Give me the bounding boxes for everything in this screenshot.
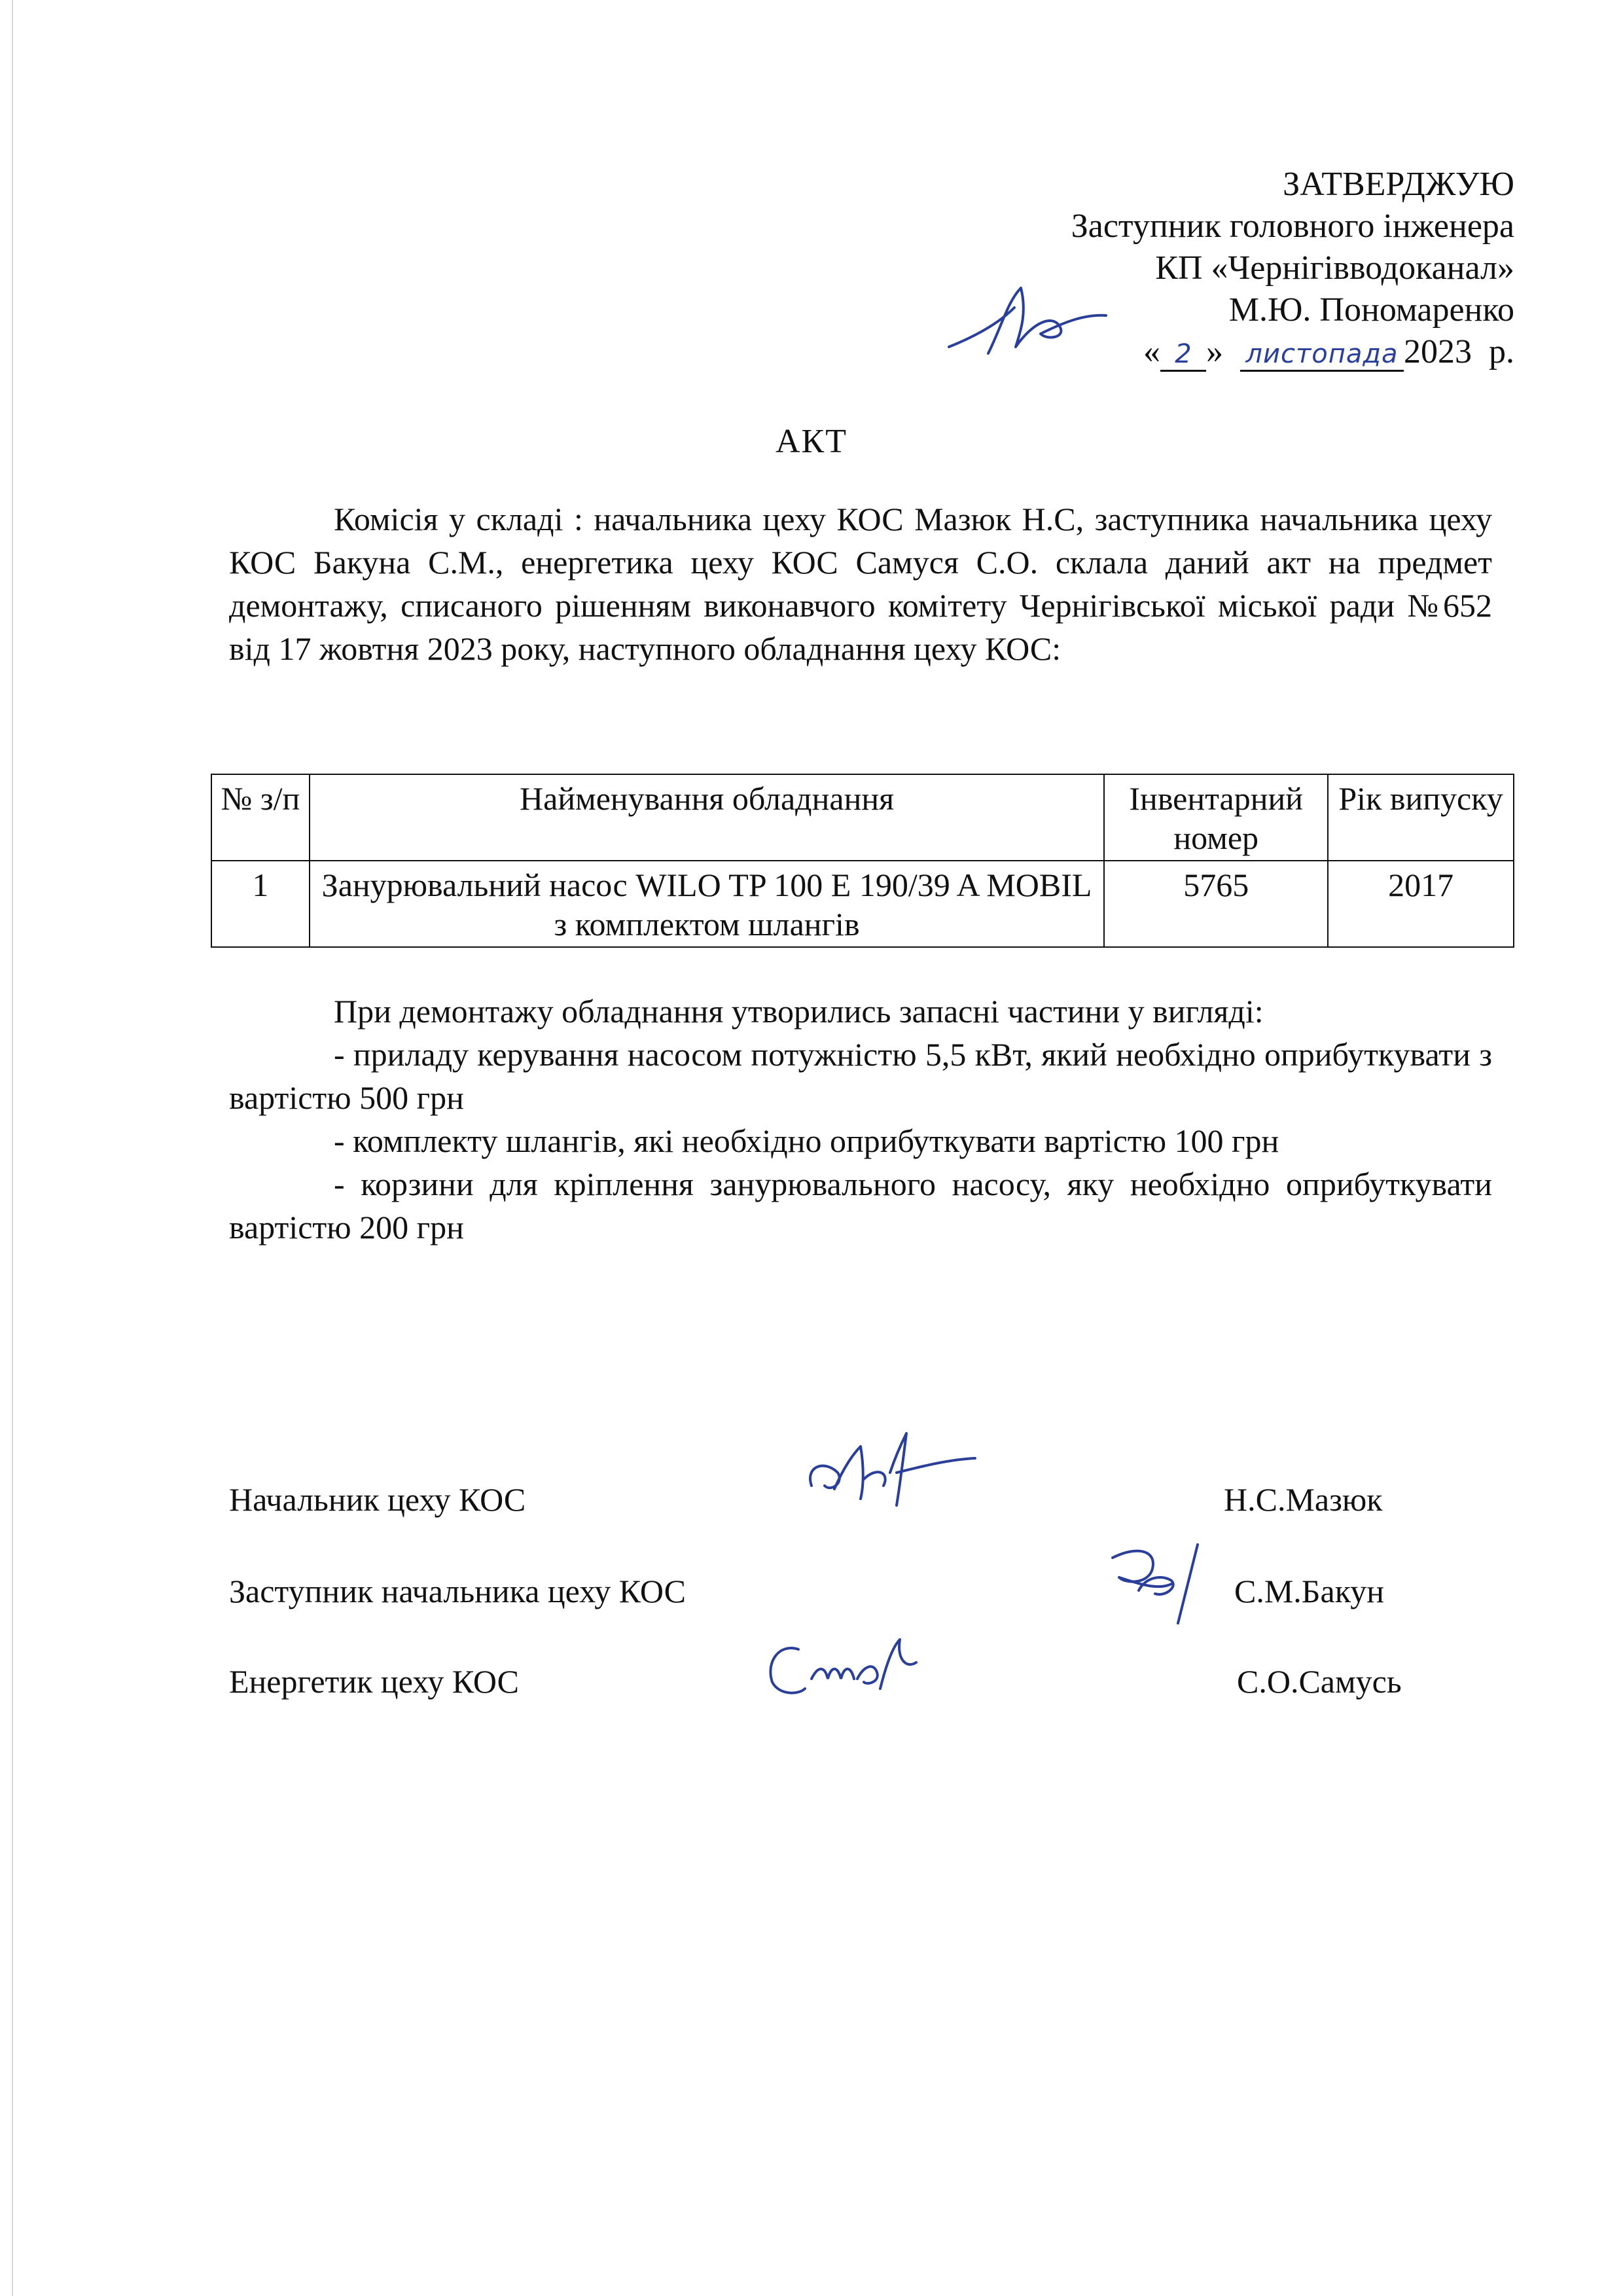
- approval-block: [1071, 164, 1514, 373]
- parts-intro: При демонтажу обладнання утворились запасні частини у вигляді:: [334, 993, 1264, 1030]
- approver-signature: [942, 275, 1113, 367]
- date-day-handwritten: 2: [1160, 338, 1206, 372]
- col-header-year: Рік випуску: [1328, 774, 1514, 861]
- signer-name: Н.С.Мазюк: [1224, 1481, 1383, 1518]
- approval-name: М.Ю. Пономаренко: [1228, 291, 1514, 329]
- cell-number: 1: [211, 861, 310, 947]
- table-header-row: [211, 774, 1514, 861]
- approval-heading: ЗАТВЕРДЖУЮ: [1283, 166, 1514, 203]
- signer-role: Заступник начальника цеху КОС: [229, 1573, 686, 1609]
- signer-name: С.М.Бакун: [1234, 1573, 1385, 1609]
- document-title: АКТ: [776, 423, 847, 460]
- cell-year: 2017: [1328, 861, 1514, 947]
- date-open-quote: «: [1143, 333, 1160, 370]
- signature-samus: [759, 1630, 929, 1715]
- approval-organization: КП «Чернігівводоканал»: [1155, 249, 1514, 287]
- cell-name: Занурювальний насос WILO TP 100 E 190/39 A MOBIL з комплектом шлангів: [310, 861, 1104, 947]
- parts-item: - комплекту шлангів, які необхідно оприбуткувати вартістю 100 грн: [334, 1122, 1279, 1159]
- signer-name: С.О.Самусь: [1237, 1663, 1402, 1700]
- signer-role: Начальник цеху КОС: [229, 1481, 526, 1518]
- cell-inventory: 5765: [1104, 861, 1328, 947]
- date-month-handwritten: листопада: [1240, 338, 1404, 372]
- signature-bakun: [1099, 1532, 1230, 1630]
- col-header-number: № з/п: [211, 774, 310, 861]
- date-year: 2023: [1404, 333, 1472, 370]
- approval-date: [1071, 331, 1514, 373]
- parts-item: - приладу керування насосом потужністю 5,5 кВт, який необхідно оприбуткувати з вартістю 500 грн: [229, 1036, 1492, 1116]
- equipment-table: [211, 774, 1514, 948]
- col-header-name: Найменування обладнання: [310, 774, 1104, 861]
- date-year-suffix: р.: [1489, 333, 1514, 370]
- date-close-quote: »: [1206, 333, 1223, 370]
- signature-mazyuk: [798, 1427, 982, 1518]
- intro-paragraph: Комісія у складі : начальника цеху КОС Мазюк Н.С, заступника начальника цеху КОС Бакуна С.М., енергетика цеху КОС Самуся С.О. склала даний акт на предмет демонтажу, списаного рішенням виконавчого комітету Чернігівської міської ради №652 від 17 жовтня 2023 року, наступного обладнання цеху КОС:: [229, 501, 1492, 667]
- parts-item: - корзини для кріплення занурювального насосу, яку необхідно оприбуткувати вартістю 200 грн: [229, 1166, 1492, 1246]
- signer-role: Енергетик цеху КОС: [229, 1663, 519, 1700]
- col-header-inventory: Інвентарний номер: [1104, 774, 1328, 861]
- table-row: [211, 861, 1514, 947]
- scan-edge: [12, 0, 13, 2296]
- approval-position: Заступник головного інженера: [1071, 207, 1514, 245]
- spare-parts-section: [229, 990, 1492, 1249]
